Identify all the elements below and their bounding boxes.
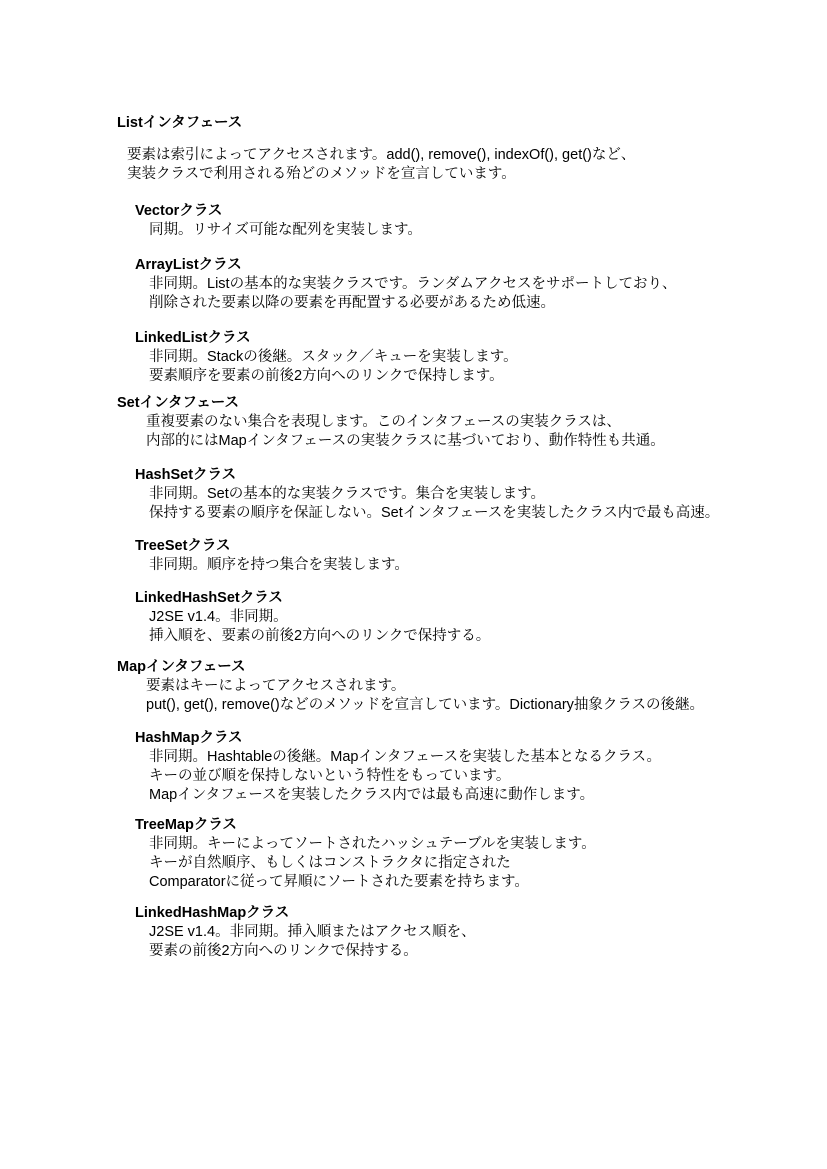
class-heading-treeset: TreeSetクラス bbox=[135, 538, 231, 554]
class-block-arraylist bbox=[117, 256, 807, 313]
class-desc-line: 同期。リサイズ可能な配列を実装します。 bbox=[149, 222, 422, 238]
class-desc-line: 保持する要素の順序を保証しない。Setインタフェースを実装したクラス内で最も高速。 bbox=[149, 505, 720, 521]
class-desc-line: 非同期。キーによってソートされたハッシュテーブルを実装します。 bbox=[149, 836, 596, 852]
class-desc-treeset bbox=[149, 556, 807, 575]
class-heading-linkedhashmap: LinkedHashMapクラス bbox=[135, 905, 290, 921]
section-list-interface bbox=[117, 114, 807, 386]
class-desc-line: 非同期。Setの基本的な実装クラスです。集合を実装します。 bbox=[149, 486, 546, 502]
document-content bbox=[117, 114, 807, 961]
intro-line: put(), get(), remove()などのメソッドを宣言しています。Dictionary抽象クラスの後継。 bbox=[146, 697, 704, 713]
heading-list-interface: Listインタフェース bbox=[117, 115, 243, 131]
class-desc-linkedhashset bbox=[149, 608, 807, 646]
class-block-linkedhashset bbox=[117, 589, 807, 646]
intro-line: 実装クラスで利用される殆どのメソッドを宣言しています。 bbox=[127, 166, 516, 182]
intro-line: 重複要素のない集合を表現します。このインタフェースの実装クラスは、 bbox=[146, 414, 621, 430]
class-heading-treemap: TreeMapクラス bbox=[135, 817, 237, 833]
class-desc-line: 非同期。Stackの後継。スタック／キューを実装します。 bbox=[149, 349, 518, 365]
class-block-treemap bbox=[117, 816, 807, 892]
intro-line: 内部的にはMapインタフェースの実装クラスに基づいており、動作特性も共通。 bbox=[146, 433, 665, 449]
section-set-interface bbox=[117, 394, 807, 646]
class-heading-hashset: HashSetクラス bbox=[135, 467, 237, 483]
class-heading-linkedlist: LinkedListクラス bbox=[135, 330, 251, 346]
class-desc-vector bbox=[149, 221, 807, 240]
class-desc-linkedlist bbox=[149, 348, 807, 386]
class-desc-treemap bbox=[149, 835, 807, 892]
intro-line: 要素は索引によってアクセスされます。add(), remove(), indexOf(), get()など、 bbox=[127, 147, 636, 163]
class-desc-linkedhashmap bbox=[149, 923, 807, 961]
class-desc-line: キーの並び順を保持しないという特性をもっています。 bbox=[149, 768, 511, 784]
class-desc-line: J2SE v1.4。非同期。 bbox=[149, 609, 288, 625]
class-block-vector bbox=[117, 202, 807, 240]
class-block-hashset bbox=[117, 466, 807, 523]
set-interface-description bbox=[146, 413, 807, 451]
list-interface-description bbox=[127, 146, 807, 184]
class-block-linkedhashmap bbox=[117, 904, 807, 961]
class-block-treeset bbox=[117, 537, 807, 575]
class-desc-hashset bbox=[149, 485, 807, 523]
map-interface-description bbox=[146, 677, 807, 715]
class-desc-line: キーが自然順序、もしくはコンストラクタに指定された bbox=[149, 855, 511, 871]
class-desc-line: 非同期。Listの基本的な実装クラスです。ランダムアクセスをサポートしており、 bbox=[149, 276, 677, 292]
class-desc-line: 要素順序を要素の前後2方向へのリンクで保持します。 bbox=[149, 368, 504, 384]
class-desc-arraylist bbox=[149, 275, 807, 313]
heading-map-interface: Mapインタフェース bbox=[117, 659, 246, 675]
class-desc-line: J2SE v1.4。非同期。挿入順またはアクセス順を、 bbox=[149, 924, 476, 940]
class-desc-hashmap bbox=[149, 748, 807, 805]
class-desc-line: 非同期。Hashtableの後継。Mapインタフェースを実装した基本となるクラス。 bbox=[149, 749, 661, 765]
section-map-interface bbox=[117, 658, 807, 961]
class-heading-hashmap: HashMapクラス bbox=[135, 730, 243, 746]
class-desc-line: Mapインタフェースを実装したクラス内では最も高速に動作します。 bbox=[149, 787, 595, 803]
class-block-linkedlist bbox=[117, 329, 807, 386]
class-heading-vector: Vectorクラス bbox=[135, 203, 223, 219]
intro-line: 要素はキーによってアクセスされます。 bbox=[146, 678, 406, 694]
heading-set-interface: Setインタフェース bbox=[117, 395, 240, 411]
class-desc-line: 挿入順を、要素の前後2方向へのリンクで保持する。 bbox=[149, 628, 491, 644]
class-block-hashmap bbox=[117, 729, 807, 805]
class-desc-line: 要素の前後2方向へのリンクで保持する。 bbox=[149, 943, 418, 959]
class-desc-line: 削除された要素以降の要素を再配置する必要があるため低速。 bbox=[149, 295, 555, 311]
class-heading-linkedhashset: LinkedHashSetクラス bbox=[135, 590, 283, 606]
class-desc-line: Comparatorに従って昇順にソートされた要素を持ちます。 bbox=[149, 874, 529, 890]
class-desc-line: 非同期。順序を持つ集合を実装します。 bbox=[149, 557, 409, 573]
class-heading-arraylist: ArrayListクラス bbox=[135, 257, 242, 273]
